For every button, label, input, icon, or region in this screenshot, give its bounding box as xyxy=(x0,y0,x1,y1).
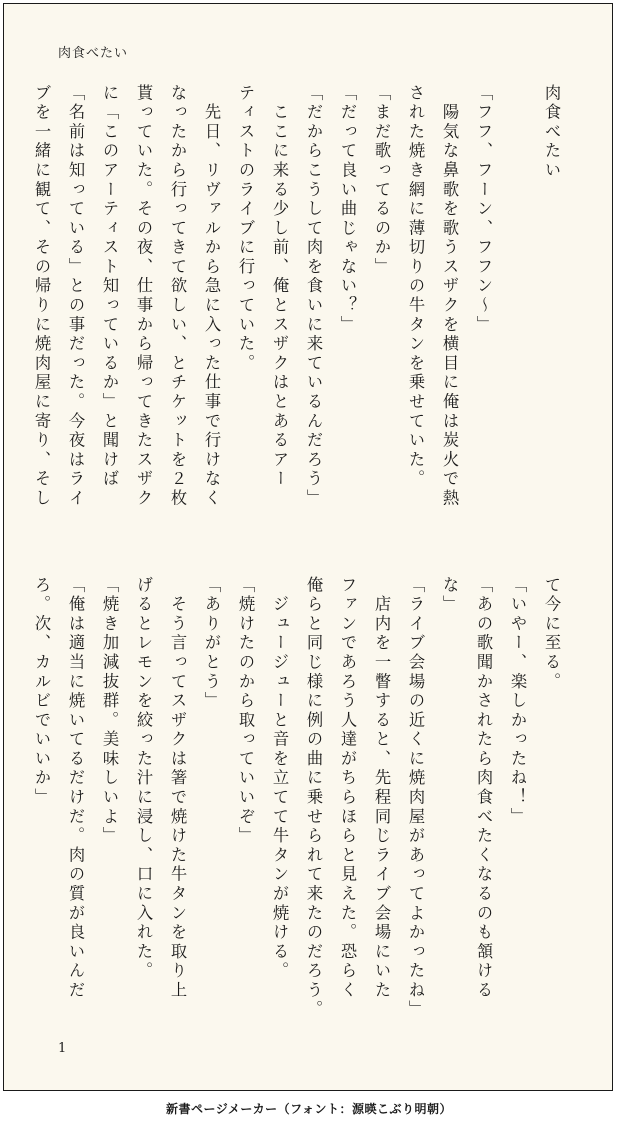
text-line: 「いやー、楽しかったね！」 xyxy=(508,576,527,827)
text-line: て今に至る。 xyxy=(542,576,561,692)
text-line: 「あの歌聞かされたら肉食べたくなるのも頷ける xyxy=(474,576,493,1001)
text-line: そう言ってスザクは箸で焼けた牛タンを取り上 xyxy=(168,576,187,1001)
text-line: に「このアーティスト知っているか」と聞けば xyxy=(100,84,119,490)
text-line: 先日、リヴァルから急に入った仕事で行けなく xyxy=(202,84,221,509)
text-line xyxy=(500,84,534,524)
text-line: 「ありがとう」 xyxy=(202,576,221,712)
text-line: ジュージューと音を立てて牛タンが焼ける。 xyxy=(270,576,289,982)
book-page xyxy=(3,3,613,1091)
text-line: 「フフ、フーン、フフン〜」 xyxy=(474,84,493,335)
text-line: 肉食べたい xyxy=(542,84,561,181)
text-line: ファンであろう人達がちらほらと見えた。恐らく xyxy=(338,576,357,1001)
page-number: 1 xyxy=(58,1041,67,1056)
text-line: 「焼き加減抜群。美味しいよ」 xyxy=(100,576,119,847)
text-line: 陽気な鼻歌を歌うスザクを横目に俺は炭火で熱 xyxy=(440,84,459,509)
text-line: 「だって良い曲じゃない？」 xyxy=(338,84,357,335)
text-line: 「俺は適当に焼いてるだけだ。肉の質が良いんだ xyxy=(66,576,85,1001)
text-line: 「ライブ会場の近くに焼肉屋があってよかったね」 xyxy=(406,576,425,1020)
text-line: された焼き網に薄切りの牛タンを乗せていた。 xyxy=(406,84,425,490)
text-line: ティストのライブに行っていた。 xyxy=(236,84,255,374)
text-line: 俺らと同じ様に例の曲に乗せられて来たのだろう。 xyxy=(304,576,323,1020)
text-line: 店内を一瞥すると、先程同じライブ会場にいた xyxy=(372,576,391,1001)
text-line: げるとレモンを絞った汁に浸し、口に入れた。 xyxy=(134,576,153,982)
text-line: 貰っていた。その夜、仕事から帰ってきたスザク xyxy=(134,84,153,509)
text-block-bottom xyxy=(24,576,568,1020)
text-line: ブを一緒に観て、その帰りに焼肉屋に寄り、そし xyxy=(32,84,51,509)
text-line: なったから行ってきて欲しい、とチケットを２枚 xyxy=(168,84,187,509)
text-line: ろ。次、カルビでいいか」 xyxy=(32,576,51,808)
running-header: 肉食べたい xyxy=(58,46,129,61)
generator-credit: 新書ページメーカー（フォント：源暎こぶり明朝） xyxy=(165,1102,453,1116)
text-line: 「名前は知っている」との事だった。今夜はライ xyxy=(66,84,85,509)
text-line: ここに来る少し前、俺とスザクはとあるアー xyxy=(270,84,289,490)
text-line: な」 xyxy=(440,576,459,615)
text-line: 「だからこうして肉を食いに来ているんだろう」 xyxy=(304,84,323,509)
text-line: 「焼けたのから取っていいぞ」 xyxy=(236,576,255,847)
text-block-top xyxy=(24,84,568,524)
text-line: 「まだ歌ってるのか」 xyxy=(372,84,391,277)
